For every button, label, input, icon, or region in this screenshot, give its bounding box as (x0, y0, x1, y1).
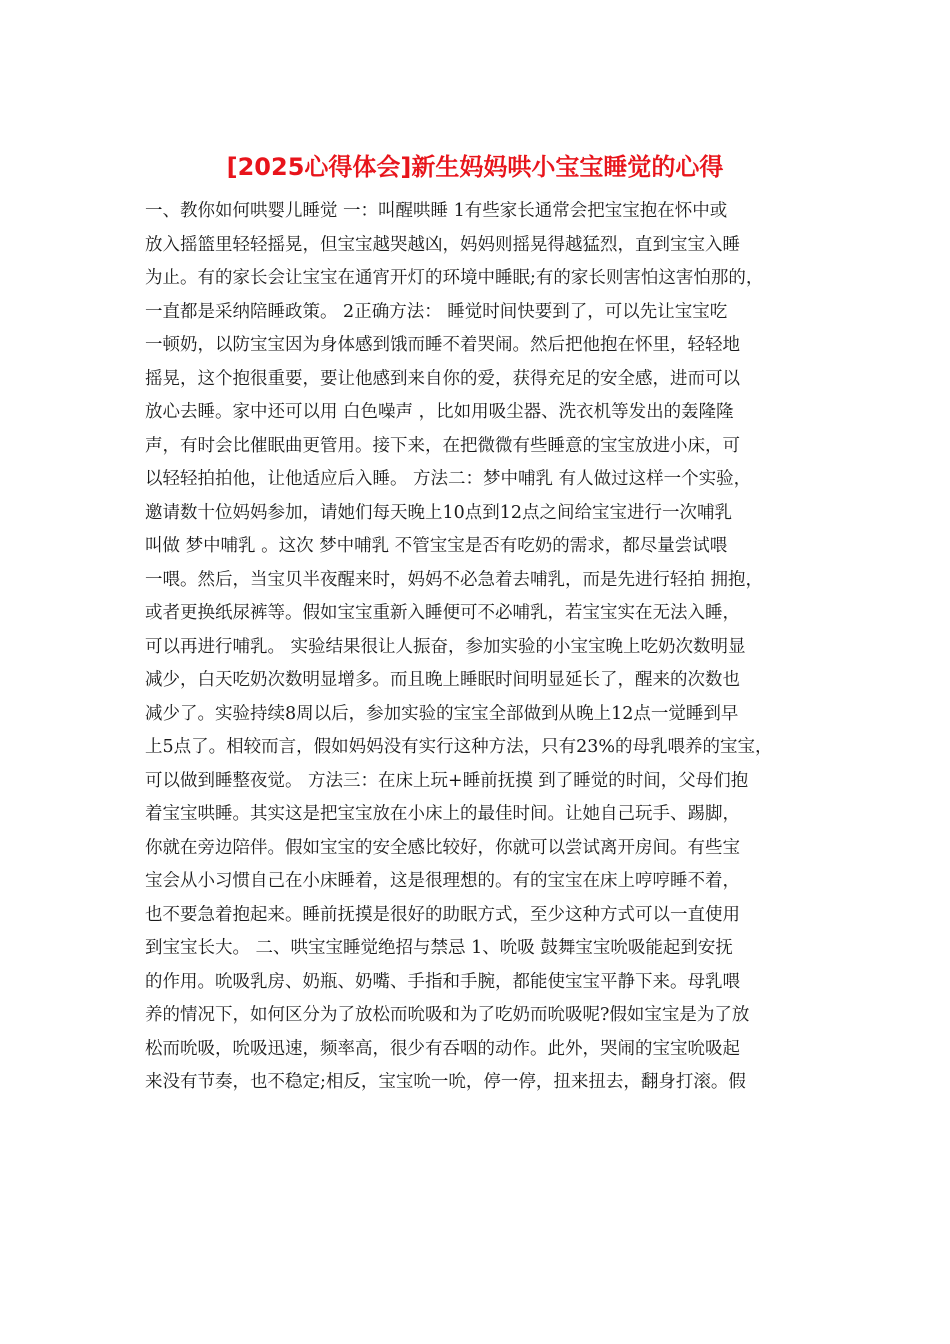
body-line: 养的情况下，如何区分为了放松而吮吸和为了吃奶而吮吸呢?假如宝宝是为了放 (145, 1005, 750, 1025)
body-line: 的作用。吮吸乳房、奶瓶、奶嘴、手指和手腕，都能使宝宝平静下来。母乳喂 (145, 971, 740, 992)
body-line: 以轻轻拍拍他，让他适应后入睡。 方法二：梦中哺乳 有人做过这样一个实验， (145, 469, 752, 489)
body-line: 宝会从小习惯自己在小床睡着，这是很理想的。有的宝宝在床上哼哼睡不着， (145, 871, 740, 891)
document-title: [2025心得体会]新生妈妈哄小宝宝睡觉的心得 (226, 153, 724, 181)
body-line: 放心去睡。家中还可以用 白色噪声 ，比如用吸尘器、洗衣机等发出的轰隆隆 (145, 402, 734, 422)
body-line: 一顿奶，以防宝宝因为身体感到饿而睡不着哭闹。然后把他抱在怀里，轻轻地 (145, 335, 740, 355)
body-line: 可以做到睡整夜觉。 方法三：在床上玩+睡前抚摸 到了睡觉的时间，父母们抱 (145, 770, 749, 791)
document-body (145, 195, 825, 1100)
body-line: 一喂。然后，当宝贝半夜醒来时，妈妈不必急着去哺乳，而是先进行轻拍 拥抱， (145, 569, 764, 590)
body-line: 到宝宝长大。 二、哄宝宝睡觉绝招与禁忌 1、吮吸 鼓舞宝宝吮吸能起到安抚 (145, 938, 733, 958)
body-line: 上5点了。相较而言，假如妈妈没有实行这种方法，只有23%的母乳喂养的宝宝， (145, 737, 773, 757)
body-line: 松而吮吸，吮吸迅速，频率高，很少有吞咽的动作。此外，哭闹的宝宝吮吸起 (145, 1038, 740, 1059)
body-line: 减少了。实验持续8周以后，参加实验的宝宝全部做到从晚上12点一觉睡到早 (145, 703, 739, 724)
body-line: 摇晃，这个抱很重要，要让他感到来自你的爱，获得充足的安全感，进而可以 (145, 368, 740, 389)
body-line: 着宝宝哄睡。其实这是把宝宝放在小床上的最佳时间。让她自己玩手、踢脚， (145, 804, 740, 824)
body-line: 你就在旁边陪伴。假如宝宝的安全感比较好，你就可以尝试离开房间。有些宝 (145, 837, 740, 858)
body-line: 也不要急着抱起来。睡前抚摸是很好的助眠方式，至少这种方式可以一直使用 (145, 904, 740, 925)
body-line: 来没有节奏，也不稳定;相反，宝宝吮一吮，停一停，扭来扭去，翻身打滚。假 (145, 1072, 746, 1092)
body-line: 一、教你如何哄婴儿睡觉 一：叫醒哄睡 1有些家长通常会把宝宝抱在怀中或 (145, 201, 728, 221)
body-line: 声，有时会比催眠曲更管用。接下来，在把微微有些睡意的宝宝放进小床，可 (145, 435, 740, 456)
body-line: 为止。有的家长会让宝宝在通宵开灯的环境中睡眠;有的家长则害怕这害怕那的， (145, 268, 764, 288)
body-line: 可以再进行哺乳。 实验结果很让人振奋，参加实验的小宝宝晚上吃奶次数明显 (145, 636, 746, 657)
body-line: 放入摇篮里轻轻摇晃，但宝宝越哭越凶，妈妈则摇晃得越猛烈，直到宝宝入睡 (145, 234, 740, 255)
body-line: 邀请数十位妈妈参加，请她们每天晚上10点到12点之间给宝宝进行一次哺乳 (145, 502, 733, 523)
body-line: 一直都是采纳陪睡政策。 2正确方法： 睡觉时间快要到了，可以先让宝宝吃 (145, 301, 728, 322)
body-line: 叫做 梦中哺乳 。这次 梦中哺乳 不管宝宝是否有吃奶的需求，都尽量尝试喂 (145, 536, 728, 556)
body-line: 或者更换纸尿裤等。假如宝宝重新入睡便可不必哺乳，若宝宝实在无法入睡， (145, 603, 740, 623)
body-line: 减少，白天吃奶次数明显增多。而且晚上睡眠时间明显延长了，醒来的次数也 (145, 670, 740, 690)
